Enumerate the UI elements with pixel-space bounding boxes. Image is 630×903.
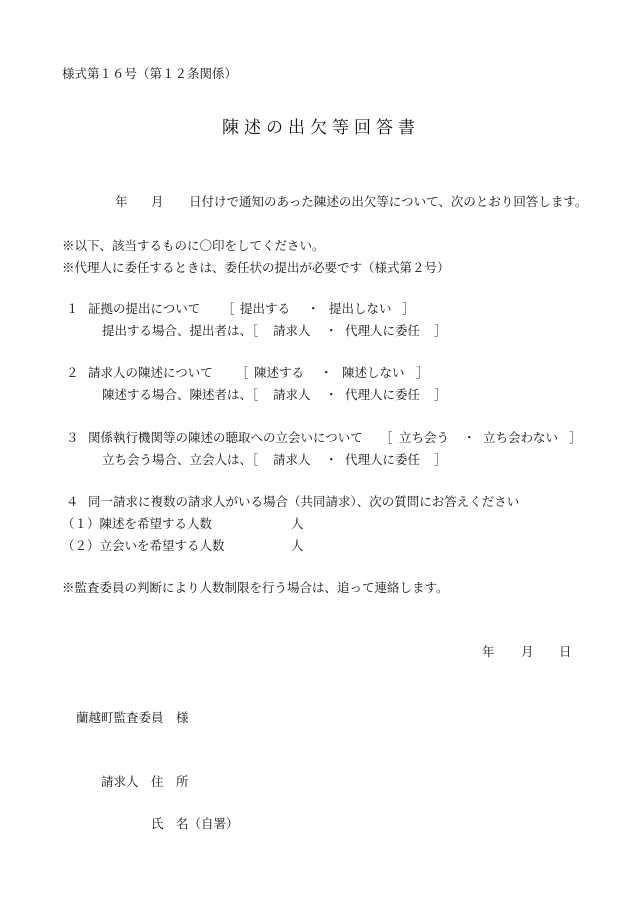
limit-note: ※監査委員の判断により人数制限を行う場合は、追って連絡します。 bbox=[62, 580, 449, 595]
intro-text: 日付けで通知のあった陳述の出欠等について、次のとおり回答します。 bbox=[189, 194, 588, 209]
item-number: ３ bbox=[66, 430, 79, 445]
intro-year-label: 年 bbox=[115, 194, 128, 209]
form-number: 様式第１６号（第１２条関係） bbox=[62, 66, 238, 81]
date-day-label: 日 bbox=[559, 644, 572, 659]
sub-option-separator: ・ bbox=[325, 323, 338, 338]
option-not-attend[interactable]: 立ち会わない bbox=[483, 430, 559, 445]
sub-option-proxy[interactable]: 代理人に委任 bbox=[345, 323, 421, 338]
bracket-open: ［ bbox=[380, 430, 393, 445]
attendance-count-unit: 人 bbox=[291, 538, 304, 553]
option-not-state[interactable]: 陳述しない bbox=[342, 365, 405, 380]
sub-option-claimant[interactable]: 請求人 bbox=[273, 323, 311, 338]
statement-count-unit: 人 bbox=[291, 516, 304, 531]
option-not-submit[interactable]: 提出しない bbox=[329, 301, 392, 316]
sub-option-proxy[interactable]: 代理人に委任 bbox=[345, 387, 421, 402]
item-number: ２ bbox=[66, 365, 79, 380]
bracket-close: ］ bbox=[569, 430, 582, 445]
option-separator: ・ bbox=[463, 430, 476, 445]
date-month-label: 月 bbox=[521, 644, 534, 659]
note-mark-instruction: ※以下、該当するものに〇印をしてください。 bbox=[62, 238, 325, 253]
item-number: ４ bbox=[66, 494, 79, 509]
date-year-label: 年 bbox=[482, 644, 495, 659]
note-proxy-instruction: ※代理人に委任するときは、委任状の提出が必要です（様式第２号） bbox=[62, 260, 450, 275]
name-signature-label: 氏 名（自署） bbox=[151, 816, 239, 831]
bracket-close: ］ bbox=[416, 365, 429, 380]
claimant-label: 請求人 bbox=[101, 774, 139, 789]
option-state[interactable]: 陳述する bbox=[254, 365, 305, 380]
item-label: 請求人の陳述について bbox=[88, 365, 213, 380]
question-statement-count: （１）陳述を希望する人数 bbox=[62, 516, 213, 531]
address-label: 住 所 bbox=[151, 774, 189, 789]
bracket-close: ］ bbox=[402, 301, 415, 316]
intro-month-label: 月 bbox=[151, 194, 164, 209]
sub-option-separator: ・ bbox=[325, 452, 338, 467]
page-title: 陳述の出欠等回答書 bbox=[222, 118, 420, 138]
option-attend[interactable]: 立ち会う bbox=[399, 430, 450, 445]
sub-bracket-close: ］ bbox=[434, 387, 447, 402]
item-label: 同一請求に複数の請求人がいる場合（共同請求）、次の質問にお答えください bbox=[88, 494, 520, 509]
option-separator: ・ bbox=[307, 301, 320, 316]
sub-option-separator: ・ bbox=[325, 387, 338, 402]
bracket-open: ［ bbox=[236, 365, 249, 380]
item-label: 証拠の提出について bbox=[88, 301, 201, 316]
sub-label: 提出する場合、提出者は、［ bbox=[102, 323, 259, 338]
sub-option-claimant[interactable]: 請求人 bbox=[273, 387, 311, 402]
sub-option-proxy[interactable]: 代理人に委任 bbox=[345, 452, 421, 467]
sub-bracket-close: ］ bbox=[434, 323, 447, 338]
sub-bracket-close: ］ bbox=[434, 452, 447, 467]
item-number: １ bbox=[66, 301, 79, 316]
question-attendance-count: （２）立会いを希望する人数 bbox=[62, 538, 225, 553]
sub-label: 陳述する場合、陳述者は、［ bbox=[102, 387, 259, 402]
option-submit[interactable]: 提出する bbox=[240, 301, 291, 316]
option-separator: ・ bbox=[320, 365, 333, 380]
sub-label: 立ち会う場合、立会人は、［ bbox=[102, 452, 259, 467]
bracket-open: ［ bbox=[222, 301, 235, 316]
sub-option-claimant[interactable]: 請求人 bbox=[273, 452, 311, 467]
addressee: 蘭越町監査委員 様 bbox=[76, 710, 189, 725]
item-label: 関係執行機関等の陳述の聴取への立会いについて bbox=[88, 430, 363, 445]
